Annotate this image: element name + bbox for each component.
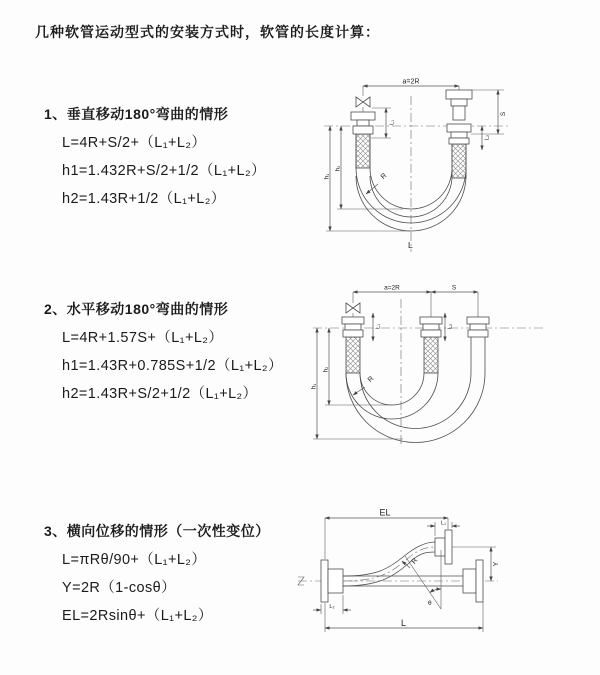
dim-label-width: a=2R [384, 284, 400, 292]
hose-outline [343, 542, 435, 576]
angle-leg [405, 556, 441, 609]
dim-label-l1: L₁ [375, 324, 382, 329]
dim-label-stroke: S [451, 284, 457, 292]
dim-label-l2: L₂ [447, 323, 454, 330]
dim-label-span: EL [379, 507, 391, 518]
formula-line: L=πRθ/90+（L₁+L₂） [62, 552, 207, 568]
dim-label-h1: h₁ [311, 383, 318, 390]
section-heading: 2、水平移动180°弯曲的情形 [44, 301, 229, 317]
dim-label-offset: Y [493, 561, 500, 567]
hose-outline [346, 373, 485, 443]
diagram-lateral-displacement [293, 506, 598, 648]
dim-label-stroke: S [500, 111, 507, 117]
flange [445, 530, 452, 564]
fitting [446, 90, 472, 99]
dim-label-l2: L₂ [329, 604, 335, 610]
section-lateral-displacement [44, 521, 319, 630]
dim-label-h1: h₁ [324, 173, 331, 180]
dim-label-angle: θ [428, 600, 432, 607]
formula-line: h1=1.432R+S/2+1/2（L₁+L₂） [62, 163, 266, 179]
page-title: 几种软管运动型式的安装方式时，软管的长度计算： [35, 24, 380, 40]
dim-label-length: L [401, 618, 407, 628]
formula-line: EL=2Rsinθ+（L₁+L₂） [62, 608, 213, 624]
flange [476, 560, 483, 602]
fitting [449, 138, 469, 144]
fitting [453, 106, 465, 120]
dim-label-radius: R [366, 375, 376, 384]
dim-label-l1: L₁ [441, 520, 446, 527]
flange-hub [463, 569, 476, 593]
valve-icon [346, 303, 360, 313]
formula-line: L=4R+1.57S+（L₁+L₂） [62, 330, 224, 346]
formula-line: h1=1.43R+0.785S+1/2（L₁+L₂） [62, 358, 283, 374]
dim-label-h2: h₂ [335, 165, 342, 172]
section-heading: 1、垂直移动180°弯曲的情形 [44, 106, 229, 122]
valve-icon [356, 97, 370, 107]
flange-hub [435, 538, 445, 556]
braid-section [452, 144, 466, 178]
dim-label-l2: L₂ [484, 134, 491, 141]
fitting [342, 317, 489, 337]
dim-label-h2: h₂ [323, 366, 330, 373]
formula-line: h2=1.43R+S/2+1/2（L₁+L₂） [62, 386, 258, 402]
flange [321, 560, 328, 602]
fitting [451, 132, 467, 138]
braid-section [346, 337, 360, 373]
formula-line: Y=2R（1-cosθ） [62, 580, 176, 596]
fitting [351, 112, 375, 120]
dim-label-width: a=2R [402, 78, 420, 86]
braid-section [356, 134, 370, 168]
section-horizontal-movement [44, 299, 319, 408]
flange-hub [328, 569, 343, 593]
section-heading: 3、横向位移的情形（一次性变位） [44, 523, 270, 539]
dim-label-l1: L₁ [389, 120, 396, 125]
diagram-horizontal-180-bend [303, 281, 598, 451]
fitting [357, 120, 369, 126]
fitting [451, 99, 467, 106]
formula-line: h2=1.43R+1/2（L₁+L₂） [62, 191, 226, 207]
dim-label-radius: R [410, 557, 420, 566]
angle-arc [430, 589, 441, 593]
diagram-vertical-180-bend [308, 76, 593, 258]
dim-label-radius: R [379, 172, 389, 181]
section-vertical-movement [44, 104, 319, 213]
hose-outline [346, 373, 438, 419]
fitting [353, 126, 373, 134]
fitting [447, 124, 471, 132]
formula-line: L=4R+S/2+（L₁+L₂） [62, 135, 207, 151]
dim-label-length: L [408, 240, 413, 250]
braid-section [424, 337, 438, 373]
radius-arrow [366, 184, 378, 194]
